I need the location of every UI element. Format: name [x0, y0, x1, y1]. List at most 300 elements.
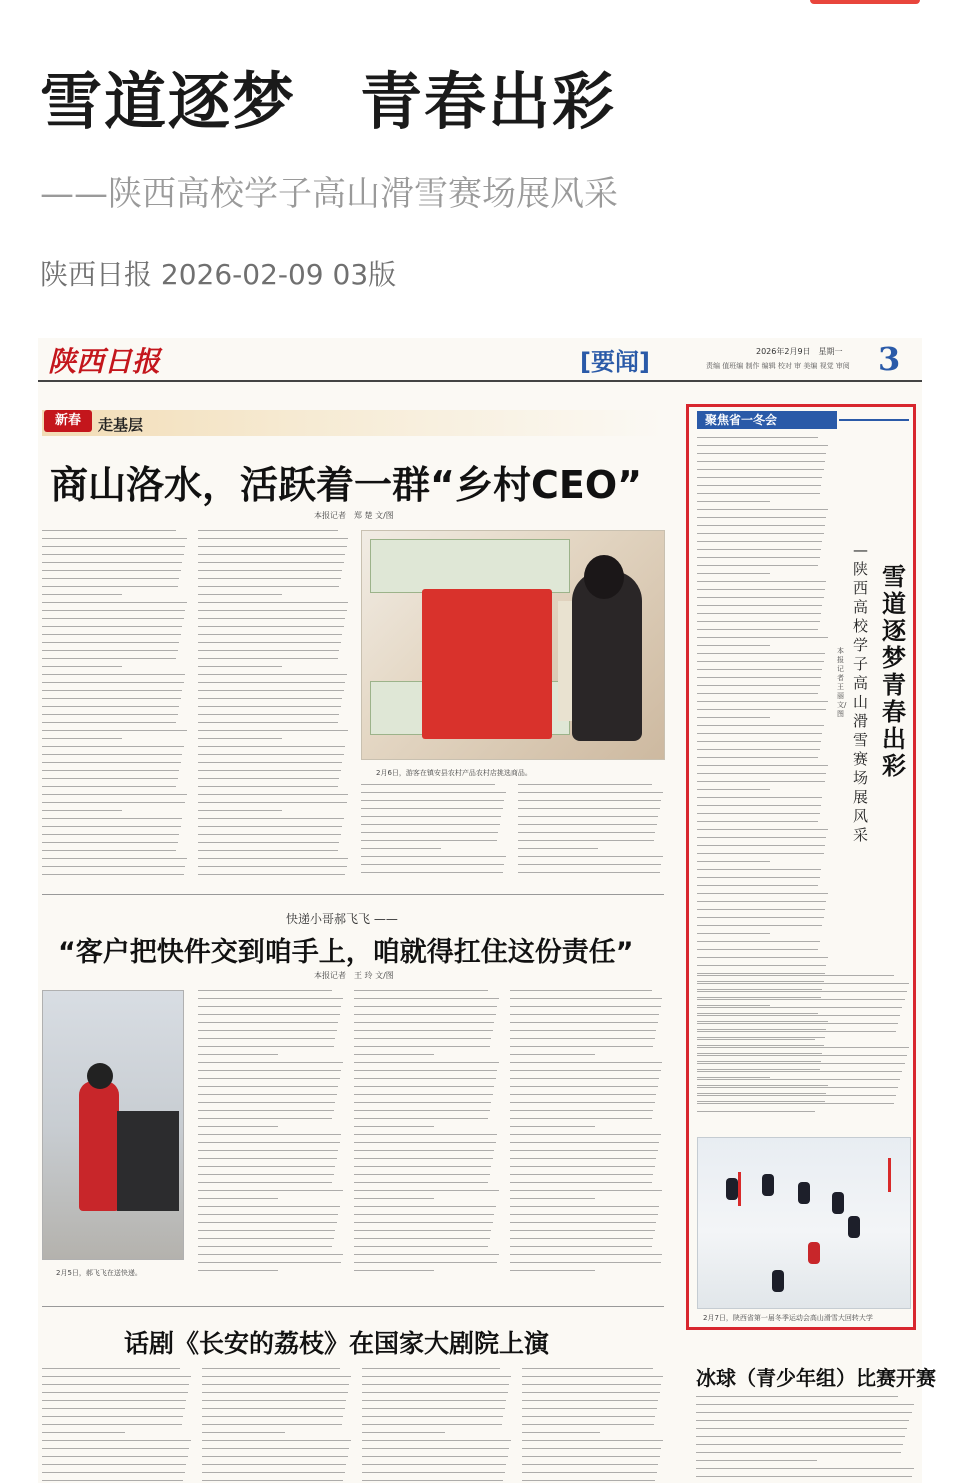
text-line [510, 1270, 595, 1271]
text-line [42, 1456, 188, 1457]
text-line [354, 1086, 494, 1087]
text-line [697, 789, 770, 790]
text-line [510, 1158, 656, 1159]
text-line [510, 1006, 661, 1007]
text-line [362, 1368, 500, 1369]
text-line [696, 1428, 907, 1429]
text-line [198, 866, 347, 867]
text-line [697, 901, 826, 902]
text-line [697, 725, 824, 726]
page-number: 3 [878, 340, 901, 378]
text-line [198, 746, 345, 747]
text-line [42, 1464, 186, 1465]
text-line [354, 1094, 493, 1095]
focus-byline: 本报记者 王 丽 文/图 [837, 647, 851, 718]
text-line [354, 1150, 494, 1151]
text-line [510, 1078, 659, 1079]
text-line [42, 770, 179, 771]
text-line [198, 1254, 343, 1255]
text-line [697, 869, 821, 870]
text-line [354, 1022, 494, 1023]
text-line [42, 586, 178, 587]
text-line [362, 1408, 505, 1409]
text-line [202, 1416, 343, 1417]
text-line [697, 573, 770, 574]
text-line [522, 1440, 663, 1441]
text-line [697, 1047, 909, 1048]
text-line [198, 1150, 338, 1151]
text-line [510, 1254, 662, 1255]
story3-text-col3 [362, 1368, 512, 1483]
article-subtitle: ——陕西高校学子高山滑雪赛场展风采 [40, 174, 618, 214]
text-line [697, 453, 826, 454]
text-line [202, 1440, 351, 1441]
text-line [510, 1094, 656, 1095]
text-line [42, 778, 178, 779]
text-line [697, 877, 820, 878]
text-line [697, 525, 825, 526]
text-line [198, 634, 342, 635]
text-line [202, 1472, 345, 1473]
text-line [42, 538, 187, 539]
text-line [198, 730, 348, 731]
text-line [522, 1448, 661, 1449]
text-line [696, 1420, 909, 1421]
text-line [697, 445, 828, 446]
text-line [354, 1078, 496, 1079]
text-line [354, 1206, 496, 1207]
text-line [697, 941, 820, 942]
story2-kicker: 快递小哥郝飞飞 —— [286, 912, 398, 926]
text-line [510, 1126, 595, 1127]
text-line [697, 581, 826, 582]
text-line [696, 1444, 903, 1445]
text-line [42, 1400, 186, 1401]
text-line [354, 998, 499, 999]
text-line [697, 829, 828, 830]
text-line [42, 1472, 185, 1473]
text-line [697, 469, 824, 470]
focus-column-header: 聚焦省一冬会 [697, 411, 837, 429]
text-line [522, 1432, 600, 1433]
text-line [697, 1095, 896, 1096]
text-line [696, 1396, 898, 1397]
text-line [697, 541, 822, 542]
text-line [361, 824, 500, 825]
text-line [42, 626, 182, 627]
text-line [697, 741, 821, 742]
text-line [202, 1464, 346, 1465]
text-line [198, 1046, 334, 1047]
text-line [697, 589, 825, 590]
text-line [198, 674, 347, 675]
text-line [697, 733, 822, 734]
text-line [697, 597, 824, 598]
text-line [510, 1230, 655, 1231]
text-line [42, 818, 182, 819]
text-line [697, 1015, 900, 1016]
text-line [696, 1468, 914, 1469]
text-line [510, 1214, 658, 1215]
text-line [697, 957, 828, 958]
text-line [42, 554, 184, 555]
text-line [198, 1270, 278, 1271]
text-line [202, 1432, 285, 1433]
text-line [42, 866, 185, 867]
text-line [518, 864, 661, 865]
article-source: 陕西日报 2026-02-09 03版 [40, 258, 397, 291]
text-line [361, 848, 441, 849]
text-line [42, 1384, 189, 1385]
text-line [510, 1174, 653, 1175]
text-line [198, 794, 348, 795]
text-line [198, 1094, 337, 1095]
text-line [198, 538, 348, 539]
text-line [198, 698, 342, 699]
text-line [202, 1392, 348, 1393]
text-line [354, 1118, 488, 1119]
text-line [354, 1070, 497, 1071]
text-line [198, 826, 342, 827]
story1-text-col3 [361, 784, 507, 882]
text-line [522, 1408, 657, 1409]
focus-vertical-title: 雪道逐梦 青春出彩 [882, 562, 930, 780]
text-line [198, 594, 282, 595]
text-line [198, 810, 282, 811]
story2-text-col2 [354, 990, 500, 1280]
text-line [198, 818, 344, 819]
text-line [697, 773, 826, 774]
text-line [697, 533, 824, 534]
text-line [510, 1150, 658, 1151]
text-line [202, 1400, 346, 1401]
text-line [697, 493, 820, 494]
text-line [361, 856, 506, 857]
text-line [198, 1238, 334, 1239]
text-line [198, 754, 344, 755]
text-line [361, 784, 495, 785]
text-line [42, 1392, 188, 1393]
text-line [42, 594, 122, 595]
text-line [697, 749, 820, 750]
text-line [202, 1424, 342, 1425]
text-line [354, 1126, 434, 1127]
text-line [198, 990, 332, 991]
text-line [697, 1007, 902, 1008]
text-line [697, 1079, 900, 1080]
issue-date: 2026年2月9日 星期一 [756, 347, 843, 356]
text-line [202, 1408, 345, 1409]
text-line [198, 1246, 332, 1247]
focus-header-rule [839, 419, 909, 421]
text-line [697, 693, 818, 694]
text-line [42, 746, 184, 747]
text-line [198, 850, 338, 851]
text-line [522, 1416, 655, 1417]
text-line [42, 578, 179, 579]
text-line [362, 1440, 511, 1441]
text-line [354, 1262, 497, 1263]
text-line [198, 1078, 340, 1079]
masthead [38, 338, 922, 382]
text-line [354, 1142, 496, 1143]
text-line [518, 856, 663, 857]
text-line [202, 1448, 349, 1449]
text-line [42, 666, 122, 667]
text-line [198, 1166, 335, 1167]
text-line [198, 1142, 340, 1143]
text-line [522, 1472, 657, 1473]
text-line [697, 621, 820, 622]
text-line [510, 1102, 655, 1103]
text-line [354, 1038, 491, 1039]
text-line [510, 1054, 595, 1055]
photo-skier [832, 1192, 844, 1214]
text-line [42, 1424, 182, 1425]
text-line [42, 642, 179, 643]
text-line [42, 698, 181, 699]
text-line [697, 973, 825, 974]
text-line [354, 1054, 434, 1055]
text-line [697, 1103, 894, 1104]
editor-credits: 责编 值班编 制作 编辑 校对 审 美编 视觉 审阅 [706, 362, 850, 370]
text-line [198, 834, 341, 835]
text-line [198, 1030, 337, 1031]
text-line [362, 1392, 508, 1393]
text-line [354, 1254, 499, 1255]
text-line [697, 669, 822, 670]
text-line [354, 1046, 490, 1047]
photo-shopper-head [584, 555, 624, 599]
text-line [510, 1190, 662, 1191]
text-line [198, 682, 345, 683]
text-line [696, 1412, 912, 1413]
text-line [361, 800, 504, 801]
text-line [198, 1222, 337, 1223]
text-line [198, 586, 339, 587]
text-line [198, 602, 348, 603]
text-line [198, 874, 345, 875]
text-line [510, 1046, 653, 1047]
text-line [354, 990, 488, 991]
text-line [198, 1206, 340, 1207]
text-line [518, 792, 663, 793]
story3-title: 话剧《长安的荔枝》在国家大剧院上演 [124, 1329, 550, 1358]
photo-skier [798, 1182, 810, 1204]
text-line [697, 797, 822, 798]
text-line [42, 1440, 191, 1441]
text-line [42, 834, 179, 835]
text-line [697, 1071, 902, 1072]
text-line [198, 1014, 340, 1015]
text-line [522, 1424, 654, 1425]
text-line [42, 850, 176, 851]
text-line [198, 546, 347, 547]
text-line [42, 562, 182, 563]
text-line [198, 1054, 278, 1055]
story1-photo [361, 530, 665, 760]
text-line [518, 840, 654, 841]
text-line [42, 842, 178, 843]
text-line [697, 805, 821, 806]
text-line [198, 562, 344, 563]
text-line [354, 1214, 494, 1215]
text-line [198, 1102, 335, 1103]
text-line [697, 845, 825, 846]
text-line [42, 874, 184, 875]
article-title: 雪道逐梦 青春出彩 [40, 65, 617, 138]
text-line [354, 1110, 490, 1111]
text-line [697, 677, 821, 678]
text-line [42, 602, 187, 603]
text-line [522, 1392, 660, 1393]
text-line [362, 1376, 511, 1377]
text-line [198, 1086, 338, 1087]
story1-text-col2 [198, 530, 350, 882]
story2-title: “客户把快件交到咱手上，咱就得扛住这份责任” [58, 937, 634, 968]
text-line [198, 1190, 343, 1191]
text-line [697, 717, 770, 718]
text-line [510, 1022, 658, 1023]
text-line [510, 1262, 661, 1263]
text-line [198, 666, 282, 667]
text-line [361, 832, 498, 833]
text-line [42, 682, 184, 683]
text-line [198, 1006, 341, 1007]
text-line [198, 1022, 338, 1023]
text-line [354, 1102, 491, 1103]
story1-text-col1 [42, 530, 188, 882]
photo-product-box [422, 589, 552, 739]
text-line [42, 826, 181, 827]
text-line [362, 1416, 503, 1417]
top-accent-bar [810, 0, 920, 4]
text-line [522, 1456, 660, 1457]
newspaper-page-image[interactable] [38, 338, 936, 1483]
text-line [361, 792, 506, 793]
text-line [198, 1134, 341, 1135]
text-line [510, 1014, 659, 1015]
text-line [42, 570, 181, 571]
text-line [697, 925, 822, 926]
text-line [198, 842, 339, 843]
text-line [42, 618, 184, 619]
text-line [198, 1118, 332, 1119]
text-line [361, 872, 503, 873]
text-line [42, 810, 122, 811]
text-line [697, 1039, 815, 1040]
text-line [354, 1222, 493, 1223]
text-line [354, 1190, 499, 1191]
text-line [697, 477, 822, 478]
story1-title: 商山洛水，活跃着一群“乡村CEO” [50, 463, 643, 507]
text-line [42, 858, 187, 859]
text-line [42, 1416, 183, 1417]
text-line [354, 1238, 490, 1239]
photo-skier [772, 1270, 784, 1292]
section-label: [要闻] [580, 348, 650, 376]
photo-slalom-gate [888, 1158, 891, 1192]
text-line [198, 618, 345, 619]
text-line [198, 642, 341, 643]
text-line [697, 1031, 896, 1032]
text-line [202, 1480, 343, 1481]
text-line [198, 770, 341, 771]
text-line [198, 858, 348, 859]
text-line [42, 1448, 189, 1449]
focus-vertical-subtitle: —陕西高校学子高山滑雪赛场展风采 [853, 541, 869, 844]
text-line [354, 1006, 497, 1007]
text-line [510, 1110, 653, 1111]
text-line [522, 1400, 658, 1401]
story1-text-col4 [518, 784, 664, 882]
text-line [42, 634, 181, 635]
text-line [697, 605, 822, 606]
text-line [697, 999, 905, 1000]
text-line [510, 1134, 661, 1135]
text-line [697, 861, 770, 862]
text-line [362, 1448, 509, 1449]
text-line [42, 706, 179, 707]
text-line [696, 1404, 914, 1405]
text-line [697, 975, 894, 976]
text-line [522, 1376, 663, 1377]
text-line [518, 816, 658, 817]
text-line [354, 1030, 493, 1031]
text-line [198, 714, 339, 715]
text-line [198, 1062, 343, 1063]
text-line [697, 965, 826, 966]
text-line [522, 1368, 653, 1369]
text-line [198, 690, 344, 691]
text-line [510, 1118, 652, 1119]
text-line [697, 893, 828, 894]
text-line [697, 949, 818, 950]
text-line [510, 1198, 595, 1199]
text-line [522, 1480, 655, 1481]
text-line [198, 1158, 337, 1159]
text-line [42, 738, 122, 739]
text-line [697, 813, 820, 814]
text-line [362, 1464, 506, 1465]
text-line [354, 1270, 434, 1271]
photo-shelf [370, 539, 570, 593]
story3-text-col2 [202, 1368, 352, 1483]
photo-skier [726, 1178, 738, 1200]
text-line [510, 990, 652, 991]
text-line [697, 549, 821, 550]
photo-skier [848, 1216, 860, 1238]
text-line [198, 1070, 341, 1071]
text-line [362, 1480, 503, 1481]
text-line [522, 1464, 658, 1465]
text-line [354, 1198, 434, 1199]
text-line [198, 610, 347, 611]
text-line [361, 816, 501, 817]
column-badge: 新春 [44, 410, 92, 432]
text-line [42, 1376, 191, 1377]
text-line [697, 629, 818, 630]
text-line [697, 991, 907, 992]
text-line [510, 998, 662, 999]
story-divider [42, 894, 664, 895]
text-line [522, 1384, 661, 1385]
focus-photo-caption: 2月7日，陕西省第一届冬季运动会高山滑雪大回转大学 [703, 1314, 873, 1322]
photo-slalom-gate [738, 1172, 741, 1206]
text-line [198, 778, 339, 779]
text-line [510, 1030, 656, 1031]
text-line [42, 690, 182, 691]
